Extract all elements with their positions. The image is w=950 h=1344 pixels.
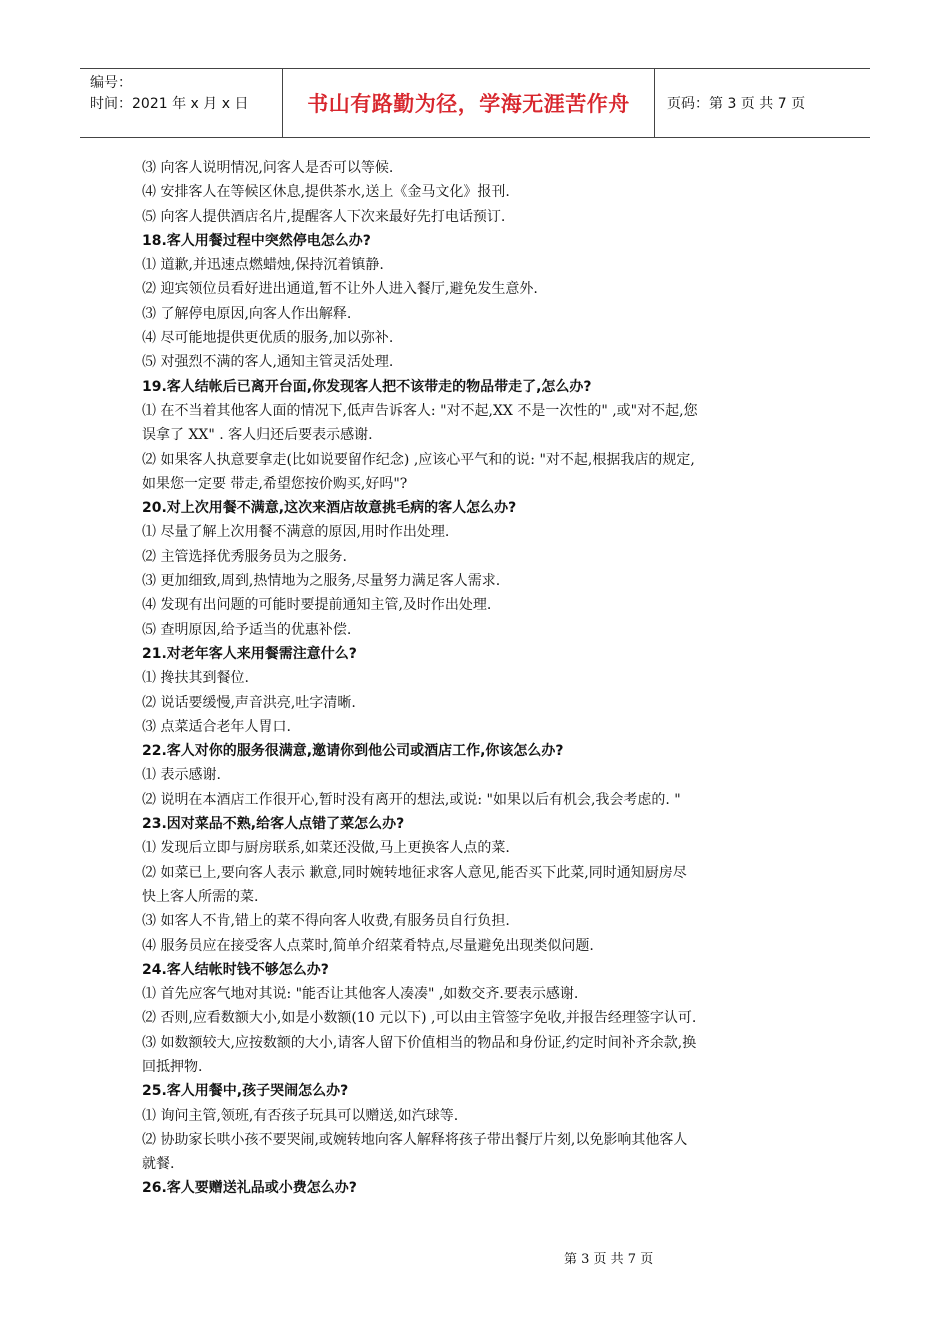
header-motto: 书山有路勤为径，学海无涯苦作舟 xyxy=(283,69,655,137)
answer-line: ⑶ 更加细致,周到,热情地为之服务,尽量努力满足客人需求. xyxy=(142,573,501,590)
answer-line: 快上客人所需的菜. xyxy=(142,888,259,905)
doc-number-label: 编号： xyxy=(90,75,132,91)
question-heading: 19.客人结帐后已离开台面,你发现客人把不该带走的物品带走了,怎么办? xyxy=(142,378,592,395)
answer-line: ⑶ 如客人不肯,错上的菜不得向客人收费,有服务员自行负担. xyxy=(142,913,510,930)
footer-page-number: 第 3 页 共 7 页 xyxy=(564,1252,654,1267)
answer-line: ⑸ 向客人提供酒店名片,提醒客人下次来最好先打电话预订. xyxy=(142,208,506,225)
answer-line: ⑶ 点菜适合老年人胃口. xyxy=(142,718,291,735)
answer-line: ⑸ 对强烈不满的客人,通知主管灵活处理. xyxy=(142,354,394,371)
question-heading: 22.客人对你的服务很满意,邀请你到他公司或酒店工作,你该怎么办? xyxy=(142,743,564,760)
page-header xyxy=(80,68,870,138)
answer-line: ⑶ 了解停电原因,向客人作出解释. xyxy=(142,305,352,322)
doc-date-label: 时间：2021 年 x 月 x 日 xyxy=(90,96,249,112)
question-heading: 25.客人用餐中,孩子哭闹怎么办? xyxy=(142,1083,349,1100)
answer-line: ⑷ 安排客人在等候区休息,提供茶水,送上《金马文化》报刊. xyxy=(142,184,510,201)
answer-line: ⑵ 协助家长哄小孩不要哭闹,或婉转地向客人解释将孩子带出餐厅片刻,以免影响其他客人 xyxy=(142,1131,688,1148)
answer-line: ⑴ 道歉,并迅速点燃蜡烛,保持沉着镇静. xyxy=(142,257,384,274)
answer-line: 误拿了 XX" . 客人归还后要表示感谢. xyxy=(142,427,373,444)
question-heading: 21.对老年客人来用餐需注意什么? xyxy=(142,645,357,662)
answer-line: ⑷ 发现有出问题的可能时要提前通知主管,及时作出处理. xyxy=(142,597,492,614)
answer-line: ⑶ 向客人说明情况,问客人是否可以等候. xyxy=(142,160,394,176)
answer-line: ⑵ 主管选择优秀服务员为之服务. xyxy=(142,548,347,565)
answer-line: 就餐. xyxy=(142,1156,175,1173)
answer-line: ⑴ 询问主管,领班,有否孩子玩具可以赠送,如汽球等. xyxy=(142,1107,459,1124)
answer-line: ⑵ 迎宾领位员看好进出通道,暂不让外人进入餐厅,避免发生意外. xyxy=(142,281,538,298)
answer-line: 回抵押物. xyxy=(142,1058,203,1075)
question-heading: 23.因对菜品不熟,给客人点错了菜怎么办? xyxy=(142,816,405,833)
question-heading: 24.客人结帐时钱不够怎么办? xyxy=(142,961,329,978)
answer-line: ⑴ 首先应客气地对其说: "能否让其他客人凑凑" ,如数交齐.要表示感谢. xyxy=(142,986,579,1003)
answer-line: ⑷ 服务员应在接受客人点菜时,简单介绍菜肴特点,尽量避免出现类似问题. xyxy=(142,937,594,954)
question-heading: 20.对上次用餐不满意,这次来酒店故意挑毛病的客人怎么办? xyxy=(142,500,517,517)
answer-line: ⑴ 在不当着其他客人面的情况下,低声告诉客人: "对不起,XX 不是一次性的" ,或"对不起,您 xyxy=(142,402,698,419)
answer-line: ⑴ 尽量了解上次用餐不满意的原因,用时作出处理. xyxy=(142,524,450,541)
answer-line: ⑵ 说明在本酒店工作很开心,暂时没有离开的想法,或说: "如果以后有机会,我会考虑的. " xyxy=(142,791,681,808)
question-heading: 26.客人要赠送礼品或小费怎么办? xyxy=(142,1180,357,1197)
answer-line: ⑴ 表示感谢. xyxy=(142,767,221,784)
answer-line: ⑴ 发现后立即与厨房联系,如菜还没做,马上更换客人点的菜. xyxy=(142,840,510,857)
answer-line: ⑵ 如果客人执意要拿走(比如说要留作纪念) ,应该心平气和的说: "对不起,根据我店的规定, xyxy=(142,451,695,468)
answer-line: ⑵ 如菜已上,要向客人表示 歉意,同时婉转地征求客人意见,能否买下此菜,同时通知厨房尽 xyxy=(142,864,687,881)
header-meta xyxy=(80,69,283,137)
answer-line: ⑸ 查明原因,给予适当的优惠补偿. xyxy=(142,621,352,638)
answer-line: ⑷ 尽可能地提供更优质的服务,加以弥补. xyxy=(142,330,394,347)
document-body xyxy=(142,156,810,1201)
answer-line: ⑴ 搀扶其到餐位. xyxy=(142,670,249,687)
answer-line: ⑵ 说话要缓慢,声音洪亮,吐字清晰. xyxy=(142,694,356,711)
question-heading: 18.客人用餐过程中突然停电怎么办? xyxy=(142,232,371,249)
answer-line: 如果您一定要 带走,希望您按价购买,好吗"? xyxy=(142,475,408,492)
answer-line: ⑵ 否则,应看数额大小,如是小数额(10 元以下) ,可以由主管签字免收,并报告经理签字认可. xyxy=(142,1010,697,1027)
header-page-info: 页码：第 3 页 共 7 页 xyxy=(667,96,806,112)
answer-line: ⑶ 如数额较大,应按数额的大小,请客人留下价值相当的物品和身份证,约定时间补齐余款,换 xyxy=(142,1034,697,1051)
